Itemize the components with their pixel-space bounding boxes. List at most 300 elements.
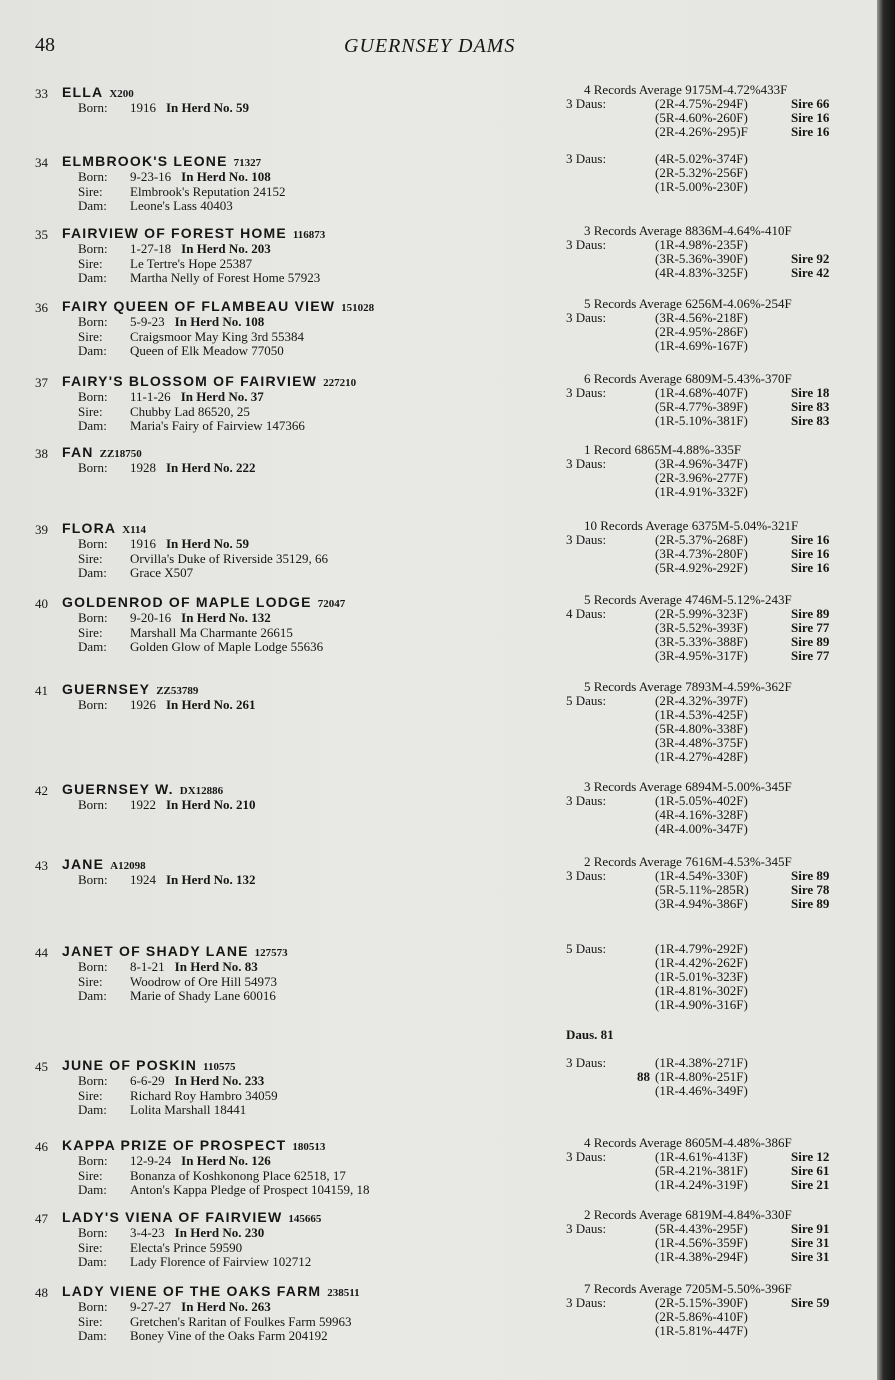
daughter-value: (3R-4.56%-218F): [655, 310, 748, 325]
daughter-record: [566, 456, 748, 471]
daughter-sire: Sire 16: [791, 560, 830, 575]
daughter-value: (2R-5.15%-390F): [655, 1295, 748, 1310]
pedigree-value: 11-1-26: [130, 389, 171, 404]
daughters-label: 4 Daus:: [566, 606, 607, 621]
dam-name-line: [62, 444, 142, 460]
daughter-record: [566, 484, 748, 499]
production-records: [566, 592, 830, 663]
pedigree-label: Sire:: [78, 183, 103, 199]
entry-number: 36: [35, 300, 48, 315]
pedigree-label: Dam:: [78, 418, 107, 433]
records-average: 5 Records Average 6256M-4.06%-254F: [584, 296, 792, 311]
pedigree-value: Craigsmoor May King 3rd 55384: [130, 328, 305, 344]
pedigree-value: 5-9-23: [130, 314, 165, 329]
pedigree-label: Dam:: [78, 343, 107, 358]
daughters-label: 3 Daus:: [566, 1295, 607, 1310]
pedigree-row: [78, 1329, 352, 1344]
dam-name: ELLA: [62, 84, 104, 100]
records-average: 1 Record 6865M-4.88%-335F: [584, 442, 742, 457]
daughter-record: [566, 1310, 792, 1324]
pedigree-value: Marshall Ma Charmante 26615: [130, 624, 293, 640]
pedigree-row: [78, 1226, 311, 1241]
pedigree-info: [78, 461, 256, 476]
daughter-record: [566, 413, 830, 428]
dam-name-line: [62, 1283, 360, 1299]
pedigree-info: [78, 698, 256, 713]
daughter-value: (3R-5.36%-390F): [655, 251, 748, 266]
daughter-record: [566, 722, 792, 736]
pedigree-info: [78, 537, 328, 581]
pedigree-label: Sire:: [78, 624, 103, 640]
daughter-value: (3R-4.94%-386F): [655, 896, 748, 911]
daughter-value: (1R-4.69%-167F): [655, 338, 748, 353]
entry-number: 42: [35, 783, 48, 798]
pedigree-label: Born:: [78, 872, 108, 887]
pedigree-info: [78, 242, 320, 286]
pedigree-label: Sire:: [78, 1167, 103, 1183]
pedigree-info: [78, 101, 249, 116]
daughter-record: [566, 822, 792, 836]
herd-number: In Herd No. 203: [181, 241, 271, 256]
daughter-sire: Sire 89: [791, 606, 830, 621]
pedigree-label: Born:: [78, 314, 108, 329]
production-records: [566, 680, 792, 764]
daughter-sire: Sire 66: [791, 96, 830, 111]
entry-number: 40: [35, 596, 48, 611]
production-records: [566, 780, 792, 836]
entry-number: 37: [35, 375, 48, 390]
daughter-record: [566, 794, 792, 808]
entry-number: 46: [35, 1139, 48, 1154]
pedigree-label: Sire:: [78, 403, 103, 419]
pedigree-label: Born:: [78, 697, 108, 712]
pedigree-value: 6-6-29: [130, 1073, 165, 1088]
pedigree-value: 1916: [130, 536, 156, 551]
entry-number: 44: [35, 945, 48, 960]
daughters-label: 3 Daus:: [566, 96, 607, 111]
daughter-record: [566, 694, 792, 708]
daughter-value: (5R-4.77%-389F): [655, 399, 748, 414]
pedigree-label: Born:: [78, 1153, 108, 1168]
production-records: [566, 82, 830, 139]
daughter-value: (4R-4.83%-325F): [655, 265, 748, 280]
pedigree-value: 1-27-18: [130, 241, 172, 256]
pedigree-label: Sire:: [78, 550, 103, 566]
pedigree-info: [78, 960, 277, 1004]
pedigree-row: [78, 344, 304, 359]
daughter-value: (3R-4.96%-347F): [655, 456, 748, 471]
records-average: 7 Records Average 7205M-5.50%-396F: [584, 1281, 792, 1296]
daughter-value: (4R-4.00%-347F): [655, 821, 748, 836]
pedigree-value: 9-23-16: [130, 169, 172, 184]
daughter-sire: Sire 16: [791, 546, 830, 561]
pedigree-row: [78, 257, 320, 272]
production-records: [566, 854, 830, 911]
registration-number: 180513: [292, 1141, 326, 1153]
daughter-record: [566, 736, 792, 750]
pedigree-row: [78, 566, 328, 581]
dam-name: KAPPA PRIZE OF PROSPECT: [62, 1137, 287, 1153]
entry-number: 33: [35, 86, 48, 101]
dam-name-line: [62, 225, 325, 241]
registration-number: A12098: [110, 860, 146, 872]
pedigree-value: 1926: [130, 697, 156, 712]
pedigree-value: Orvilla's Duke of Riverside 35129, 66: [130, 550, 329, 566]
daughter-sire: Sire 21: [791, 1177, 830, 1192]
records-average: 6 Records Average 6809M-5.43%-370F: [584, 371, 792, 386]
pedigree-label: Born:: [78, 241, 108, 256]
daughter-sire: Sire 59: [791, 1295, 830, 1310]
daughter-record: [566, 955, 748, 970]
pedigree-label: Born:: [78, 100, 108, 115]
registration-number: ZZ18750: [99, 448, 142, 460]
page-number: 48: [35, 34, 55, 56]
dam-name: FAN: [62, 444, 94, 460]
dam-name: GUERNSEY W.: [62, 781, 174, 797]
pedigree-row: [78, 1154, 370, 1169]
daughter-value: (1R-4.53%-425F): [655, 707, 748, 722]
pedigree-label: Born:: [78, 1225, 108, 1240]
daughter-record: [566, 339, 792, 353]
pedigree-row: [78, 611, 323, 626]
production-records: [566, 518, 830, 575]
pedigree-label: Sire:: [78, 1313, 103, 1329]
daughter-sire: Sire 16: [791, 124, 830, 139]
daughter-record: [566, 868, 830, 883]
daughter-value: (2R-5.86%-410F): [655, 1309, 748, 1324]
daughter-sire: Sire 92: [791, 251, 830, 266]
daughters-label: 3 Daus:: [566, 532, 607, 547]
daughter-value: (5R-4.92%-292F): [655, 560, 748, 575]
daughter-value: (1R-4.56%-359F): [655, 1235, 748, 1250]
production-records: [566, 1281, 830, 1338]
daughter-record: [566, 708, 792, 722]
daughter-sire: Sire 18: [791, 385, 830, 400]
daughter-record: [566, 1149, 830, 1164]
daughter-record: [566, 560, 830, 575]
pedigree-row: [78, 798, 256, 813]
pedigree-label: Born:: [78, 536, 108, 551]
herd-number: In Herd No. 222: [166, 460, 256, 475]
daughter-value: (2R-4.26%-295)F: [655, 124, 748, 139]
daughter-value: (5R-4.80%-338F): [655, 721, 748, 736]
records-average: 5 Records Average 7893M-4.59%-362F: [584, 679, 792, 694]
daughter-value: (2R-5.37%-268F): [655, 532, 748, 547]
herd-number: In Herd No. 233: [174, 1073, 265, 1088]
production-records: [566, 1135, 830, 1192]
herd-number: In Herd No. 230: [174, 1225, 265, 1240]
pedigree-label: Sire:: [78, 255, 103, 271]
pedigree-info: [78, 873, 256, 888]
daughter-record: [566, 997, 748, 1012]
daughter-record: [566, 634, 830, 649]
pedigree-value: Lady Florence of Fairview 102712: [130, 1254, 312, 1269]
records-average: 4 Records Average 8605M-4.48%-386F: [584, 1135, 792, 1150]
daughter-sire: Sire 16: [791, 532, 830, 547]
daughter-record: [566, 620, 830, 635]
registration-number: 116873: [292, 229, 326, 241]
daughter-value: (2R-4.32%-397F): [655, 693, 748, 708]
pedigree-label: Born:: [78, 610, 108, 625]
daughters-label: 3 Daus:: [566, 1149, 607, 1164]
daughter-record: [566, 325, 792, 339]
daughter-value: (1R-4.46%-349F): [655, 1083, 748, 1098]
pedigree-row: [78, 390, 305, 405]
pedigree-info: [78, 1300, 352, 1344]
pedigree-row: [78, 1300, 352, 1315]
daughter-value: (1R-4.81%-302F): [655, 983, 748, 998]
daughter-value: (5R-4.21%-381F): [655, 1163, 748, 1178]
production-records: [566, 442, 748, 499]
dam-name-line: [62, 781, 223, 797]
daughter-record: [566, 750, 792, 764]
pedigree-info: [78, 1154, 370, 1198]
pedigree-label: Dam:: [78, 988, 107, 1003]
daughter-record: [566, 969, 748, 984]
pedigree-label: Dam:: [78, 198, 107, 213]
registration-number: 238511: [327, 1287, 360, 1299]
herd-number: In Herd No. 59: [166, 536, 250, 551]
daughter-value: (1R-4.38%-271F): [655, 1055, 748, 1070]
registration-number: 145665: [288, 1213, 322, 1225]
pedigree-label: Sire:: [78, 973, 103, 989]
pedigree-label: Sire:: [78, 1087, 103, 1103]
pedigree-value: Le Tertre's Hope 25387: [130, 255, 253, 271]
pedigree-value: Queen of Elk Meadow 77050: [130, 343, 284, 358]
pedigree-value: Maria's Fairy of Fairview 147366: [130, 418, 305, 433]
daughter-record: [566, 1324, 792, 1338]
registration-number: 127573: [254, 947, 288, 959]
daughter-value: (2R-5.99%-323F): [655, 606, 748, 621]
pedigree-value: Woodrow of Ore Hill 54973: [130, 973, 277, 989]
daughter-value: (3R-4.73%-280F): [655, 546, 748, 561]
daughter-record: [566, 124, 830, 139]
pedigree-value: Bonanza of Koshkonong Place 62518, 17: [130, 1167, 346, 1183]
daughters-label: 5 Daus:: [566, 941, 607, 956]
pedigree-row: [78, 1103, 278, 1118]
daughter-value: (1R-4.24%-319F): [655, 1177, 748, 1192]
pedigree-row: [78, 640, 323, 655]
daughter-record: [566, 399, 830, 414]
daughters-label: 3 Daus:: [566, 868, 607, 883]
daughter-value: (5R-5.11%-285R): [655, 882, 749, 897]
daughter-record: [566, 238, 792, 252]
daughters-label: 3 Daus:: [566, 151, 607, 166]
daughters-label: 3 Daus:: [566, 793, 607, 808]
pedigree-value: 9-20-16: [130, 610, 172, 625]
pedigree-value: Marie of Shady Lane 60016: [130, 988, 276, 1003]
pedigree-row: [78, 989, 277, 1004]
pedigree-value: 1928: [130, 460, 156, 475]
dam-name-line: [62, 1137, 325, 1153]
pedigree-info: [78, 315, 304, 359]
dam-name: FAIRVIEW OF FOREST HOME: [62, 225, 287, 241]
daughter-value: (1R-4.91%-332F): [655, 484, 748, 499]
pedigree-row: [78, 419, 305, 434]
registration-number: DX12886: [179, 785, 224, 797]
pedigree-row: [78, 101, 249, 116]
pedigree-row: [78, 330, 304, 345]
daughter-record: [566, 1249, 830, 1264]
dam-name: JANET OF SHADY LANE: [62, 943, 249, 959]
registration-number: 227210: [323, 377, 357, 389]
records-average: 4 Records Average 9175M-4.72%433F: [584, 82, 788, 97]
herd-number: In Herd No. 59: [166, 100, 250, 115]
pedigree-info: [78, 390, 305, 434]
daughter-sire: Sire 83: [791, 399, 830, 414]
daughter-value: (1R-4.68%-407F): [655, 385, 748, 400]
dam-name: LADY'S VIENA OF FAIRVIEW: [62, 1209, 283, 1225]
pedigree-label: Dam:: [78, 1182, 107, 1197]
daughters-label: 3 Daus:: [566, 385, 607, 400]
pedigree-info: [78, 798, 256, 813]
daughter-prefix: 88: [637, 1069, 650, 1084]
registration-number: 151028: [341, 302, 375, 314]
production-records: [566, 223, 830, 280]
daughter-value: (4R-5.02%-374F): [655, 151, 748, 166]
daughter-value: (1R-5.10%-381F): [655, 413, 748, 428]
herd-number: In Herd No. 210: [166, 797, 256, 812]
dam-name-line: [62, 594, 345, 610]
entry-number: 43: [35, 858, 48, 873]
entry-number: 34: [35, 155, 48, 170]
pedigree-row: [78, 626, 323, 641]
herd-number: In Herd No. 126: [181, 1153, 271, 1168]
daughters-label: 3 Daus:: [566, 237, 607, 252]
daughter-record: [566, 808, 792, 822]
pedigree-row: [78, 461, 256, 476]
daughter-value: (1R-4.79%-292F): [655, 941, 748, 956]
pedigree-value: Anton's Kappa Pledge of Prospect 104159, 18: [130, 1182, 370, 1197]
daughter-value: (1R-4.27%-428F): [655, 749, 748, 764]
pedigree-label: Sire:: [78, 1239, 103, 1255]
daughter-value: (1R-5.05%-402F): [655, 793, 748, 808]
daughters-label: 5 Daus:: [566, 693, 607, 708]
pedigree-row: [78, 537, 328, 552]
pedigree-info: [78, 1074, 278, 1118]
daughter-value: (1R-4.90%-316F): [655, 997, 748, 1012]
pedigree-label: Born:: [78, 460, 108, 475]
entry-number: 48: [35, 1285, 48, 1300]
pedigree-value: Gretchen's Raritan of Foulkes Farm 59963: [130, 1313, 352, 1329]
daughter-sire: Sire 77: [791, 648, 830, 663]
pedigree-value: Leone's Lass 40403: [130, 198, 233, 213]
daughter-value: (2R-4.95%-286F): [655, 324, 748, 339]
daughter-value: (1R-5.81%-447F): [655, 1323, 748, 1338]
daughter-value: (2R-4.75%-294F): [655, 96, 748, 111]
production-records: [566, 371, 830, 428]
registration-number: X200: [109, 88, 134, 100]
registration-number: ZZ53789: [156, 685, 199, 697]
entry-number: 45: [35, 1059, 48, 1074]
daughter-sire: Sire 31: [791, 1235, 830, 1250]
daughter-value: (3R-4.48%-375F): [655, 735, 748, 750]
daughter-value: (3R-5.52%-393F): [655, 620, 748, 635]
page-edge-shadow: [877, 0, 895, 1380]
pedigree-info: [78, 170, 285, 214]
daughter-value: (1R-4.38%-294F): [655, 1249, 748, 1264]
daughter-record: [566, 265, 830, 280]
pedigree-value: 1924: [130, 872, 156, 887]
daughter-record: [566, 251, 830, 266]
pedigree-value: Elmbrook's Reputation 24152: [130, 183, 286, 199]
dam-name: FLORA: [62, 520, 117, 536]
daughter-record: [566, 546, 830, 561]
pedigree-row: [78, 405, 305, 420]
pedigree-row: [78, 199, 285, 214]
pedigree-label: Dam:: [78, 270, 107, 285]
dam-name-line: [62, 1057, 235, 1073]
pedigree-label: Born:: [78, 169, 108, 184]
pedigree-row: [78, 170, 285, 185]
pedigree-row: [78, 1241, 311, 1256]
daughter-sire: Sire 77: [791, 620, 830, 635]
pedigree-value: 9-27-27: [130, 1299, 172, 1314]
daughter-record: [566, 96, 830, 111]
herd-number: In Herd No. 132: [166, 872, 256, 887]
pedigree-value: Grace X507: [130, 565, 194, 580]
pedigree-value: Martha Nelly of Forest Home 57923: [130, 270, 321, 285]
dam-name-line: [62, 943, 288, 959]
entry-number: 41: [35, 683, 48, 698]
pedigree-row: [78, 698, 256, 713]
dam-name: JANE: [62, 856, 105, 872]
dam-name: FAIRY'S BLOSSOM OF FAIRVIEW: [62, 373, 318, 389]
daughter-value: (1R-4.61%-413F): [655, 1149, 748, 1164]
page-title: GUERNSEY DAMS: [344, 35, 516, 57]
entry-number: 35: [35, 227, 48, 242]
herd-number: In Herd No. 132: [181, 610, 271, 625]
registration-number: 110575: [203, 1061, 236, 1073]
pedigree-info: [78, 1226, 311, 1270]
pedigree-label: Born:: [78, 1073, 108, 1088]
daughters-label: 3 Daus:: [566, 1221, 607, 1236]
pedigree-row: [78, 1315, 352, 1330]
daughter-sire: Sire 91: [791, 1221, 830, 1236]
pedigree-row: [78, 1089, 278, 1104]
pedigree-label: Dam:: [78, 639, 107, 654]
daughter-value: (1R-4.54%-330F): [655, 868, 748, 883]
records-average: 3 Records Average 8836M-4.64%-410F: [584, 223, 792, 238]
pedigree-row: [78, 960, 277, 975]
production-records: [566, 941, 748, 1042]
pedigree-row: [78, 975, 277, 990]
records-average: 3 Records Average 6894M-5.00%-345F: [584, 779, 792, 794]
dam-name-line: [62, 520, 146, 536]
registration-number: X114: [122, 524, 147, 536]
daughter-value: (1R-5.01%-323F): [655, 969, 748, 984]
daughter-record: [566, 1295, 830, 1310]
pedigree-label: Dam:: [78, 1328, 107, 1343]
pedigree-row: [78, 315, 304, 330]
pedigree-value: 1916: [130, 100, 156, 115]
daughter-sire: Sire 78: [791, 882, 830, 897]
daughter-record: [566, 882, 830, 897]
daughter-value: (3R-4.95%-317F): [655, 648, 748, 663]
pedigree-value: Lolita Marshall 18441: [130, 1102, 247, 1117]
daughter-sire: Sire 89: [791, 634, 830, 649]
daughter-record: [566, 983, 748, 998]
pedigree-row: [78, 1255, 311, 1270]
pedigree-row: [78, 242, 320, 257]
dam-name-line: [62, 856, 146, 872]
pedigree-label: Dam:: [78, 1102, 107, 1117]
entry-number: 38: [35, 446, 48, 461]
pedigree-value: Chubby Lad 86520, 25: [130, 403, 250, 419]
daughter-record: [566, 311, 792, 325]
pedigree-row: [78, 1183, 370, 1198]
pedigree-row: [78, 1169, 370, 1184]
